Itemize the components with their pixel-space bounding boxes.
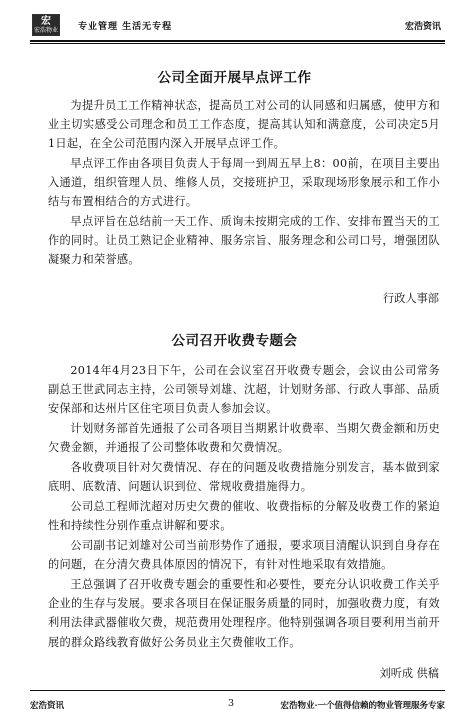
article1-paragraph: 早点评旨在总结前一天工作、质询未按期完成的工作、安排布置当天的工作的同时。让员工熟记企业精神、服务宗旨、服务理念和公司口号，增强团队凝聚力和荣誉感。 (48, 215, 440, 267)
page-number: 3 (228, 698, 235, 709)
company-logo (32, 14, 60, 36)
header-rule-thin (30, 43, 445, 44)
article2-paragraph: 各收费项目针对欠费情况、存在的问题及收费措施分别发言，基本做到家底明、底数清、问题认识到位、常规收费措施得力。 (48, 461, 440, 494)
article2-paragraph: 计划财务部首先通报了公司各项目当期累计收费率、当期欠费金额和历史欠费金额，并通报了公司整体收费和欠费情况。 (48, 422, 440, 455)
logo-mark: 宏 (41, 16, 51, 27)
footer-slogan: 宏浩物业·一个值得信赖的物业管理服务专家 (280, 701, 445, 711)
article2-paragraph: 王总强调了召开收费专题会的重要性和必要性，要充分认识收费工作关乎企业的生存与发展。要求各项目在保证服务质量的同时，加强收费力度，有效利用法律武器催收欠费，规范费用处理程序。他特别强调各项目要利用当前开展的群众路线教育做好公务员业主欠费催收工作。 (48, 578, 440, 649)
article1-paragraph: 早点评工作由各项目负责人于每周一到周五早上8：00前，在项目主要出入通道，组织管理人员、维修人员，交接班护卫，采取现场形象展示和工作小结与布置相结合的方式进行。 (48, 157, 440, 209)
logo-text: 宏浩物业 (33, 27, 58, 34)
article2-paragraph: 2014年4月23日下午，公司在会议室召开收费专题会，会议由公司常务副总王世武同志主持，公司领导刘雄、沈超，计划财务部、行政人事部、品质安保部和达州片区住宅项目负责人参加会议。 (48, 364, 440, 416)
article2-paragraph: 公司总工程师沈超对历史欠费的催收、收费指标的分解及收费工作的紧迫性和持续性分别作重点讲解和要求。 (48, 500, 440, 533)
article1-paragraph: 为提升员工工作精神状态，提高员工对公司的认同感和归属感，使甲方和业主切实感受公司理念和员工工作态度，提高其认知和满意度，公司决定5月1日起，在全公司范围内深入开展早点评工作。 (48, 99, 440, 151)
footer-magazine-name: 宏浩资讯 (30, 701, 65, 711)
footer-rule (30, 690, 445, 691)
header-slogan: 专业管理 生活无专程 (78, 22, 173, 32)
article1-title: 公司全面开展早点评工作 (157, 70, 312, 86)
article2-signature: 刘听成 供稿 (379, 667, 439, 680)
magazine-name: 宏浩资讯 (404, 22, 441, 32)
header-rule (30, 40, 445, 42)
article2-paragraph: 公司副书记刘雄对公司当前形势作了通报，要求项目清醒认识到自身存在的问题，在分清欠费具体原因的情况下，有针对性地采取有效措施。 (48, 539, 440, 572)
article1-signature: 行政人事部 (383, 292, 439, 305)
page-header (30, 14, 445, 38)
article2-title: 公司召开收费专题会 (171, 333, 298, 349)
